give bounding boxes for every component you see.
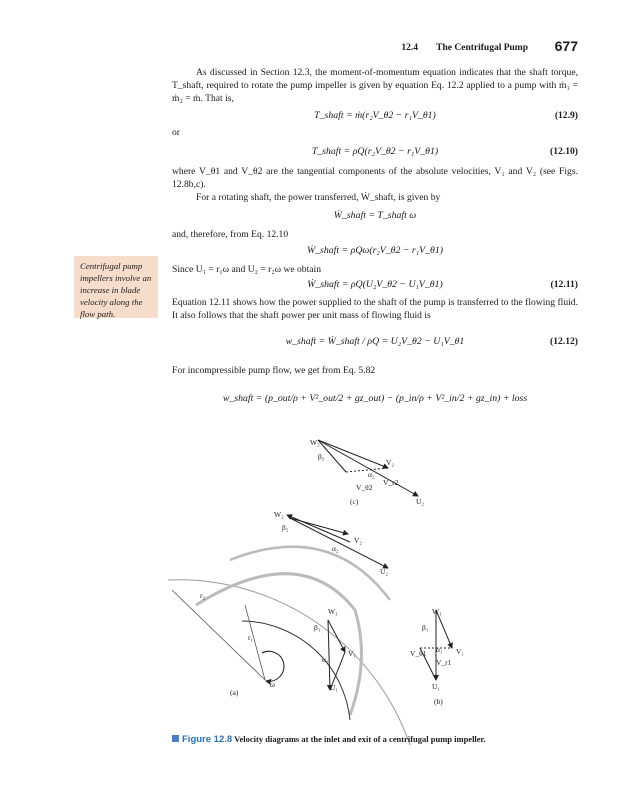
- caption-square-icon: [172, 735, 179, 742]
- label-v2-a: V₂: [354, 536, 363, 545]
- impeller-outer-edge: [168, 580, 410, 745]
- label-w2-a: W₂: [274, 510, 284, 519]
- figure-labels: [200, 438, 464, 706]
- paragraph-or: or: [172, 127, 180, 138]
- paragraph-incompressible: For incompressible pump flow, we get from Eq. 5.82: [172, 365, 376, 376]
- equation-12-9-body: T_shaft = ṁ(r₂V_θ2 − r₁V_θ1): [314, 110, 436, 121]
- equation-12-12-body: w_shaft = Ẇ_shaft / ρQ = U₂V_θ2 − U₁V_θ1: [285, 336, 465, 347]
- label-u1-a: U₁: [330, 683, 339, 692]
- label-beta1-a: β₁: [314, 623, 321, 632]
- paragraph-since: Since U₁ = r₁ω and U₂ = r₂ω we obtain: [172, 264, 321, 275]
- page-number: 677: [554, 38, 578, 54]
- label-w1-a: W₁: [328, 607, 338, 616]
- label-a: (a): [230, 688, 239, 697]
- radius-r1-line: [245, 605, 265, 680]
- vector-v2-c: [318, 440, 388, 468]
- paragraph-torque-intro: As discussed in Section 12.3, the moment-of-momentum equation indicates that the shaft torque, T_shaft, required to rotate the pump impeller is given by equation Eq. 12.2 applied to a pump with ṁ₁ = ṁ₂ = ṁ. That is,: [172, 67, 578, 104]
- vector-v1-a: [328, 620, 345, 652]
- impeller-drawing: [168, 547, 410, 745]
- caption-text: Velocity diagrams at the inlet and exit of a centrifugal pump impeller.: [234, 734, 486, 744]
- inlet-velocity-triangle-a: [328, 620, 345, 690]
- label-vr1-b: V_r1: [436, 658, 452, 667]
- label-w2-c: W₂: [310, 438, 320, 447]
- equation-12-10-body: T_shaft = ρQ(r₂V_θ2 − r₁V_θ1): [311, 146, 439, 157]
- label-b: (b): [434, 697, 443, 706]
- label-v1-a: V₁: [348, 649, 357, 658]
- header-title: The Centrifugal Pump: [436, 43, 528, 53]
- paragraph-therefore: and, therefore, from Eq. 12.10: [172, 229, 289, 240]
- label-v1-b: V₁: [456, 647, 465, 656]
- impeller-blade-1: [196, 574, 361, 715]
- label-v2-c: V₂: [386, 458, 395, 467]
- label-omega: ω: [270, 680, 275, 689]
- vector-u2-a: [290, 518, 388, 568]
- equation-12-10-number: (12.10): [550, 146, 578, 157]
- outlet-velocity-triangle-a: [287, 515, 388, 568]
- label-w1-b: W₁: [432, 607, 442, 616]
- equation-power-body: Ẇ_shaft = T_shaft ω: [333, 210, 417, 221]
- equation-12-11-body: Ẇ_shaft = ρQ(U₂V_θ2 − U₁V_θ1): [307, 279, 443, 290]
- vector-w2-a: [287, 515, 350, 542]
- label-beta1-b: β₁: [422, 623, 429, 632]
- label-u2-c: U₂: [416, 497, 425, 506]
- equation-12-9-number: (12.9): [554, 110, 578, 121]
- paragraph-equation-12-11: Equation 12.11 shows how the power supplied to the shaft of the pump is transferred to the flowing fluid. It also follows that the shaft power per unit mass of flowing fluid is: [172, 297, 578, 321]
- label-r2: r₂: [200, 591, 206, 600]
- label-r1: r₁: [248, 633, 254, 642]
- equation-energy-body: w_shaft = (p_out/ρ + V²_out/2 + gz_out) − (p_in/ρ + V²_in/2 + gz_in) + loss: [222, 393, 528, 404]
- paragraph-power-intro: For a rotating shaft, the power transferred, Ẇ_shaft, is given by: [196, 192, 441, 203]
- paragraph-tangential: where V_θ1 and V_θ2 are the tangential components of the absolute velocities, V₁ and V₂ (see Figs. 12.8b,c).: [172, 166, 578, 190]
- equation-power-2-body: Ẇ_shaft = ρQω(r₂V_θ2 − r₁V_θ1): [307, 245, 443, 256]
- label-beta2-c: β₂: [318, 452, 325, 461]
- label-vr2-c: V_r2: [383, 478, 399, 487]
- label-alpha2-a: α₂: [332, 544, 339, 553]
- label-u2-a: U₂: [380, 567, 389, 576]
- label-vtheta1-b: V_θ1: [410, 649, 427, 658]
- equation-12-12-number: (12.12): [550, 336, 578, 347]
- equation-12-11-number: (12.11): [550, 279, 578, 290]
- label-c: (c): [350, 497, 359, 506]
- vector-vr2-c: [346, 468, 388, 472]
- figure-caption: [172, 734, 502, 745]
- label-alpha1-a: α₁: [322, 655, 329, 664]
- label-u1-b: U₁: [432, 682, 441, 691]
- label-alpha1-b: α₁: [436, 645, 443, 654]
- label-alpha2-c: α₂: [368, 470, 375, 479]
- header-section: 12.4: [401, 43, 418, 53]
- label-vtheta2-c: V_θ2: [356, 483, 373, 492]
- caption-label: Figure 12.8: [182, 734, 233, 745]
- margin-note: Centrifugal pump impellers involve an increase in blade velocity along the flow path.: [74, 256, 158, 318]
- label-beta2-a: β₂: [282, 523, 289, 532]
- rotation-omega-arrow: [262, 651, 284, 681]
